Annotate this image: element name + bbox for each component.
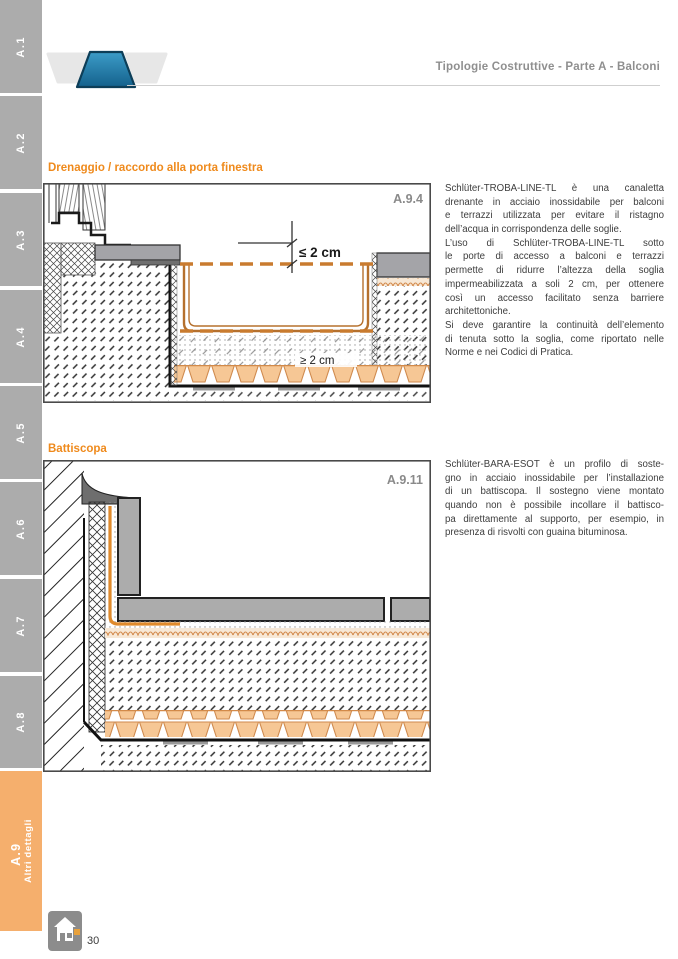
text-line: presenza di risvolti con guaina bituminosa. (445, 527, 628, 539)
sidebar-tab-a4[interactable] (0, 290, 42, 383)
threshold-slab (95, 245, 180, 260)
insulation-column (44, 243, 61, 333)
sidebar-tab-label: A.1 (15, 35, 27, 58)
dimension-bottom-label: ≥ 2 cm (300, 355, 335, 367)
sidebar-tab-a8[interactable] (0, 676, 42, 768)
figure-label: A.9.4 (393, 192, 423, 206)
insulation-band (61, 243, 95, 275)
sidebar-tab-label: A.2 (15, 131, 27, 154)
text-line: dell’acqua in corrispondenza delle soglie. (445, 224, 622, 236)
sidebar-tab-a9-active[interactable] (0, 771, 42, 931)
body-text-troba-line (445, 182, 664, 360)
section-title-battiscopa: Battiscopa (48, 443, 107, 455)
masonry-wall (44, 461, 84, 771)
text-line: così un accesso facilitato senza barriere (445, 292, 664, 304)
drainage-channel (180, 264, 373, 331)
sidebar-tab-a9-code: A.9 (8, 842, 23, 867)
text-line: impermeabilizzata a soli 2 cm, per ottenere (445, 278, 664, 290)
text-line: di tenuta sotto la soglia, come riportato nelle (445, 333, 664, 345)
text-line: quando non è possibile incollare il battisco- (445, 500, 664, 512)
drainage-mat (105, 710, 430, 737)
section-title-drenaggio: Drenaggio / raccordo alla porta finestra (48, 162, 263, 174)
house-icon-accent (74, 929, 80, 935)
floor-tile (118, 598, 384, 621)
sidebar-tab-label: A.4 (15, 325, 27, 348)
page-number: 30 (87, 935, 100, 947)
sidebar-tab-a3[interactable] (0, 193, 42, 286)
body-text-bara-esot (445, 458, 664, 540)
text-line: pa direttamente al supporto, per esempio, in (445, 513, 664, 525)
text-line: gno in acciaio inossidabile per l’installazione (445, 472, 664, 484)
sidebar-tab-label (9, 819, 34, 883)
sidebar-tab-a9-sublabel: Altri dettagli (22, 819, 34, 883)
text-line: di un battiscopa. Il sostegno viene montato (445, 486, 664, 498)
sidebar-tab-label: A.8 (15, 711, 27, 733)
sidebar-tab-a5[interactable] (0, 386, 42, 479)
sidebar-tab-label: A.7 (15, 614, 27, 637)
sidebar-tab-a6[interactable] (0, 482, 42, 575)
skirting-tile (118, 498, 140, 595)
sidebar-tab-label: A.6 (15, 517, 27, 540)
drainage-mat (174, 365, 430, 385)
text-line: Schlüter-BARA-ESOT è un profilo di soste- (445, 459, 664, 470)
text-line: e terrazzi utilizzata per evitare il ristagno (445, 210, 664, 222)
sidebar-tab-a7[interactable] (0, 579, 42, 672)
technical-drawing-skirting (43, 460, 431, 772)
text-line: permette di ridurre l’altezza della soglia (445, 265, 664, 277)
sidebar-tab-a1[interactable] (0, 0, 42, 93)
sidebar-tab-a2[interactable] (0, 96, 42, 189)
sidebar (0, 0, 42, 959)
membrane-upstand-left (171, 265, 177, 385)
text-line: le porte di accesso a balconi e terrazzi (445, 251, 664, 263)
header-title: Tipologie Costruttive - Parte A - Balconi (435, 61, 660, 73)
text-line: Norme e nei Codici di Pratica. (445, 347, 574, 359)
technical-drawing-threshold-drain (43, 183, 431, 403)
screed (105, 638, 430, 710)
text-line: Si deve garantire la continuità dell’elemento (445, 319, 664, 331)
text-line: Schlüter-TROBA-LINE-TL è una canaletta (445, 183, 664, 194)
sidebar-tab-label: A.5 (15, 421, 27, 444)
insulation-strip (89, 502, 105, 732)
figure-label: A.9.11 (386, 473, 423, 487)
concrete-slab (101, 745, 430, 771)
text-line: L’uso di Schlüter-TROBA-LINE-TL sotto (445, 237, 664, 249)
floor-tile-2 (391, 598, 430, 621)
header-divider (127, 85, 660, 86)
dimension-top-label: ≤ 2 cm (299, 245, 341, 260)
text-line: architettoniche. (445, 306, 511, 318)
sidebar-tab-label: A.3 (15, 228, 27, 251)
tile-right (377, 253, 430, 277)
text-line: drenante in acciaio inossidabile per balconi (445, 196, 664, 208)
slab-lip (131, 260, 180, 265)
house-icon (48, 911, 82, 951)
concrete-left (44, 262, 169, 401)
substrate-bottom (174, 391, 430, 401)
